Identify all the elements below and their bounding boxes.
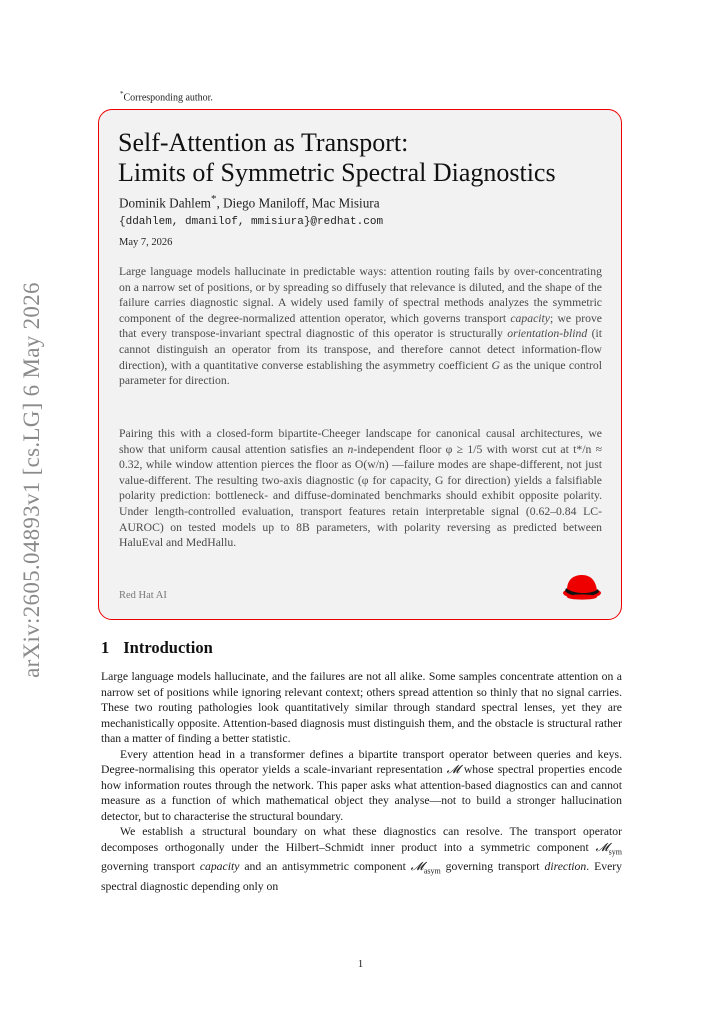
section-heading bbox=[101, 638, 213, 658]
author-emails[interactable]: {ddahlem, dmanilof, mmisiura}@redhat.com bbox=[119, 216, 384, 228]
abstract-paragraph-1: Large language models hallucinate in predictable ways: attention routing fails by over-concentrating on a narrow set of positions, or by spreading so diffusely that relevance is diluted, and the shape of the failure carries diagnostic signal. A widely used family of spectral methods analyzes the symmetric component of the degree-normalized attention operator, which governs transport capacity; we prove that every transpose-invariant spectral diagnostic of this operator is structurally orientation-blind (it cannot distinguish an operator from its transpose, and therefore cannot detect information-flow direction), with a quantitative converse establishing the asymmetry coefficient G as the unique control parameter for direction. bbox=[119, 265, 602, 388]
author-name: Mac Misiura bbox=[311, 195, 380, 211]
footnote-marker: * bbox=[120, 90, 124, 98]
section-title: Introduction bbox=[123, 638, 213, 657]
author-name: Dominik Dahlem bbox=[119, 195, 211, 211]
abstract-paragraph-2: Pairing this with a closed-form bipartite-Cheeger landscape for canonical causal architectures, we show that uniform causal attention satisfies an n-independent floor φ ≥ 1/5 with worst cut at t*/n ≈ 0.32, while window attention pierces the floor as O(w/n) —failure modes are shape-different, not just value-different. The resulting two-axis diagnostic (φ for capacity, G for direction) yields a falsifiable polarity prediction: bottleneck- and diffuse-dominated benchmarks should exhibit opposite polarity. Under length-controlled evaluation, transport features retain interpretable signal (0.62–0.84 LC-AUROC) on tested models up to 8B parameters, with polarity reversing as predicted between HaluEval and MedHallu. bbox=[119, 427, 602, 550]
intro-paragraph-3: We establish a structural boundary on what these diagnostics can resolve. The transport operator decomposes orthogonally under the Hilbert–Schmidt inner product into a symmetric component 𝓜$_{sym}$ governing transport capacity and an antisymmetric component 𝓜$_{asym}$ governing transport direction. Every spectral diagnostic depending only on bbox=[101, 825, 623, 894]
footnote-text: Corresponding author. bbox=[123, 92, 213, 104]
page-number: 1 bbox=[357, 958, 364, 970]
corresponding-marker: * bbox=[210, 193, 217, 205]
author-name: Diego Maniloff bbox=[223, 195, 306, 211]
paper-date: May 7, 2026 bbox=[119, 237, 173, 248]
title-line-1: Self-Attention as Transport: bbox=[118, 128, 409, 157]
red-hat-logo-icon bbox=[560, 570, 604, 602]
title-line-2: Limits of Symmetric Spectral Diagnostics bbox=[118, 158, 556, 187]
intro-paragraph-2: Every attention head in a transformer defines a bipartite transport operator between queries and keys. Degree-normalising this operator yields a scale-invariant representation 𝓜 whose spectral properties encode how information routes through the network. This paper asks what attention-based diagnostics can and cannot measure as a function of which mathematical object they analyse—not to build a stronger hallucination detector, but to characterise the structural boundary. bbox=[101, 747, 623, 823]
corresponding-author-footnote bbox=[120, 90, 213, 103]
author-list: Dominik Dahlem*, Diego Maniloff, Mac Misiura bbox=[119, 193, 380, 211]
intro-paragraph-1: Large language models hallucinate, and the failures are not all alike. Some samples concentrate attention on a narrow set of positions while ignoring relevant context; others spread attention so thinly that no signal carries. These two routing pathologies look quantitatively similar through standard spectral lenses, yet they are mechanistically opposite. Attention-based diagnosis must distinguish them, and the obstacle is structural rather than a matter of finding a better statistic. bbox=[101, 670, 622, 745]
introduction-body bbox=[101, 669, 622, 895]
affiliation-label: Red Hat AI bbox=[119, 590, 167, 601]
section-number: 1 bbox=[101, 638, 110, 657]
arxiv-identifier: arXiv:2605.04893v1 [cs.LG] 6 May 2026 bbox=[19, 282, 44, 678]
paper-title bbox=[118, 128, 618, 188]
